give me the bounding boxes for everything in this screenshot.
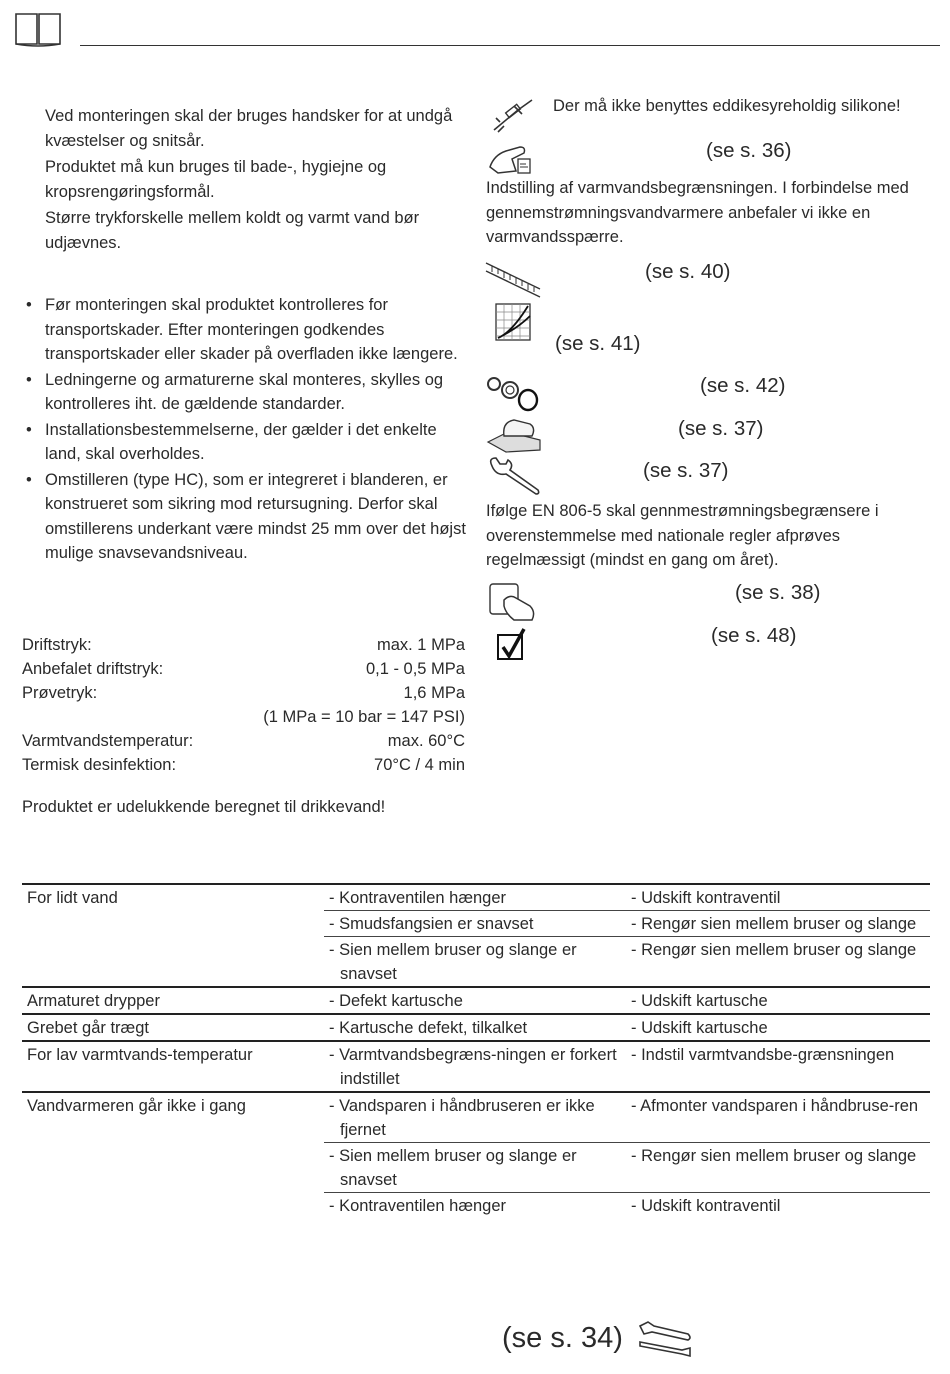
tools-icon	[636, 1318, 694, 1358]
remedy-cell: - Udskift kontraventil	[631, 1197, 781, 1215]
troubleshooting-table	[22, 883, 930, 1218]
hand-press-icon	[486, 580, 538, 622]
cause-cell: - Vandsparen i håndbruseren er ikke fjernet	[329, 1097, 595, 1139]
ruler-icon	[484, 259, 542, 299]
cause-cell: - Kartusche defekt, tilkalket	[329, 1019, 528, 1037]
problem-cell: For lidt vand	[27, 889, 118, 907]
problem-cell: Armaturet drypper	[27, 992, 160, 1010]
safety-text-2: Produktet må kun bruges til bade-, hygiejne og kropsrengøringsformål.	[45, 158, 387, 201]
safety-text-3: Større trykforskelle mellem koldt og varmt vand bør udjævnes.	[45, 209, 420, 252]
footer-page-reference: (se s. 34)	[502, 1322, 623, 1354]
list-item: • Før monteringen skal produktet kontrolleres for transportskader. Efter monteringen godkendes transportskader eller skader på overfladen ikke længere.	[22, 293, 467, 367]
spec-value: max. 1 MPa	[376, 636, 465, 654]
spec-label: Driftstryk:	[22, 636, 92, 654]
cause-cell: - Defekt kartusche	[329, 992, 463, 1010]
list-item: • Ledningerne og armaturerne skal monteres, skylles og kontrolleres iht. de gældende standarder.	[22, 368, 467, 417]
hot-water-text: Indstilling af varmvandsbegrænsningen. I forbindelse med gennemstrømningsvandvarmere anbefaler vi ikke en varmvandsspærre.	[486, 179, 909, 246]
cause-cell: - Kontraventilen hænger	[329, 889, 507, 907]
page-reference: (se s. 37)	[643, 459, 729, 482]
spec-row	[22, 681, 465, 705]
spec-label: Termisk desinfektion:	[22, 756, 177, 774]
table-row	[22, 1092, 930, 1143]
list-item: • Installationsbestemmelserne, der gælder i det enkelte land, skal overholdes.	[22, 418, 467, 467]
list-item: • Omstilleren (type HC), som er integreret i blanderen, er konstrueret som sikring mod retursugning. Derfor skal omstillerens underkant være mindst 25 mm over det højst mulige snavsevandsniveau.	[22, 468, 467, 566]
safety-text-1: Ved monteringen skal der bruges handsker for at undgå kvæstelser og snitsår.	[45, 107, 453, 150]
spec-row	[22, 729, 465, 753]
remedy-cell: - Afmonter vandsparen i håndbruse-ren	[631, 1097, 919, 1115]
remedy-cell: - Udskift kontraventil	[631, 889, 781, 907]
page-reference: (se s. 36)	[706, 139, 792, 162]
table-row	[22, 987, 930, 1014]
spec-value: 1,6 MPa	[403, 684, 465, 702]
spec-value: 0,1 - 0,5 MPa	[365, 660, 465, 678]
remedy-cell: - Udskift kartusche	[631, 992, 768, 1010]
cause-cell: - Kontraventilen hænger	[329, 1197, 507, 1215]
cause-cell: - Smudsfangsien er snavset	[329, 915, 534, 933]
table-row	[22, 1041, 930, 1092]
silicone-gun-icon	[488, 96, 538, 134]
spare-parts-icon	[486, 374, 542, 412]
page-reference: (se s. 48)	[711, 624, 797, 647]
book-icon	[14, 10, 62, 48]
hand-temperature-icon	[486, 137, 534, 177]
spec-value: max. 60°C	[387, 732, 465, 750]
problem-cell: Vandvarmeren går ikke i gang	[27, 1097, 246, 1115]
checkbox-icon	[496, 627, 528, 663]
remedy-cell: - Rengør sien mellem bruser og slange	[631, 941, 917, 959]
page-reference: (se s. 38)	[735, 581, 821, 604]
silicone-note: Der må ikke benyttes eddikesyreholdig silikone!	[553, 97, 901, 115]
page-reference: (se s. 40)	[645, 260, 731, 283]
cause-cell: - Sien mellem bruser og slange er snavset	[329, 941, 577, 983]
spec-label: Prøvetryk:	[22, 684, 98, 702]
safety-section	[45, 104, 465, 257]
spec-row	[22, 633, 465, 657]
drinking-water-note: Produktet er udelukkende beregnet til drikkevand!	[22, 798, 386, 816]
technical-specs	[22, 633, 465, 777]
problem-cell: For lav varmtvands-temperatur	[27, 1046, 253, 1064]
en-806-text: Ifølge EN 806-5 skal gennmestrømningsbegrænsere i overenstemmelse med nationale regler afprøves regelmæssigt (mindst en gang om året).	[486, 502, 879, 569]
spec-row	[22, 657, 465, 681]
flow-graph-icon	[494, 302, 532, 342]
page-reference: (se s. 37)	[678, 417, 764, 440]
spec-label: Anbefalet driftstryk:	[22, 660, 164, 678]
wrench-icon	[486, 456, 542, 496]
cause-cell: - Sien mellem bruser og slange er snavset	[329, 1147, 577, 1189]
pressure-conversion: (1 MPa = 10 bar = 147 PSI)	[263, 708, 465, 726]
table-row	[22, 1014, 930, 1041]
remedy-cell: - Udskift kartusche	[631, 1019, 768, 1037]
spec-value: 70°C / 4 min	[374, 756, 465, 774]
page-reference: (se s. 41)	[555, 332, 641, 355]
problem-cell: Grebet går trægt	[27, 1019, 149, 1037]
remedy-cell: - Rengør sien mellem bruser og slange	[631, 1147, 917, 1165]
header-rule	[80, 45, 940, 46]
spec-row	[22, 753, 465, 777]
remedy-cell: - Indstil varmtvandsbe-grænsningen	[631, 1046, 895, 1064]
spec-label: Varmtvandstemperatur:	[22, 732, 194, 750]
cause-cell: - Varmtvandsbegræns-ningen er forkert indstillet	[329, 1046, 617, 1088]
remedy-cell: - Rengør sien mellem bruser og slange	[631, 915, 917, 933]
cleaning-hand-icon	[486, 414, 542, 454]
table-row	[22, 884, 930, 911]
page-reference: (se s. 42)	[700, 374, 786, 397]
installation-list	[22, 293, 467, 567]
